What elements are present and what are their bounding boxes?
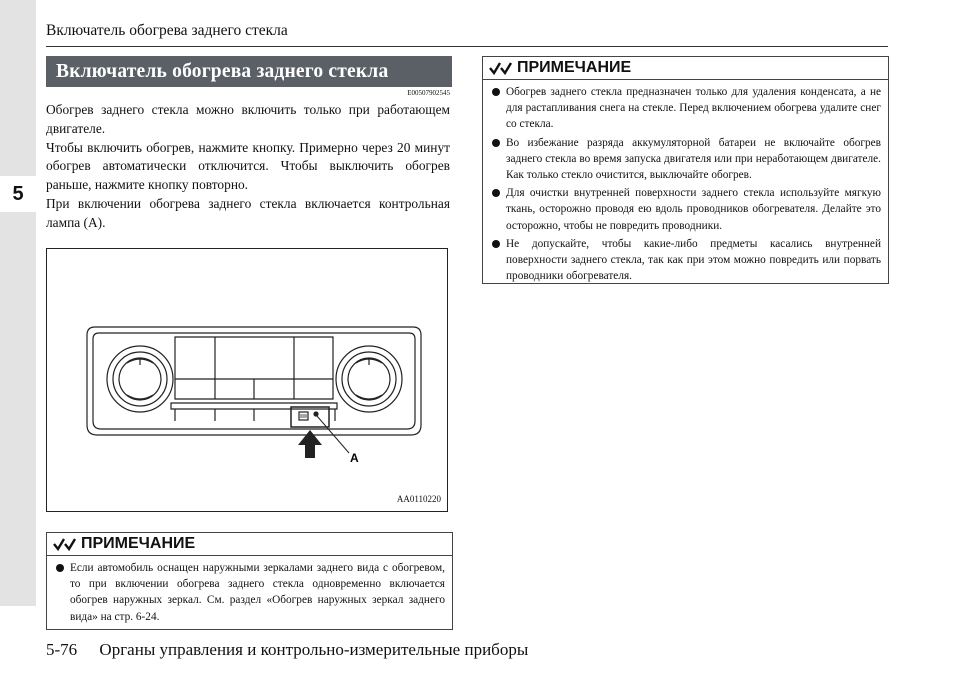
section-title: Включатель обогрева заднего стекла: [46, 56, 452, 87]
note-title: ПРИМЕЧАНИЕ: [517, 59, 632, 76]
control-panel-figure: [46, 248, 448, 512]
control-panel-illustration: [47, 249, 447, 511]
paragraph: Чтобы включить обогрев, нажмите кнопку. Примерно через 20 минут обогрев автоматически отключится. Чтобы выключить обогрев раньше, нажмите кнопку повторно.: [46, 139, 450, 193]
note-box-bottom: [46, 532, 453, 630]
note-item-text: Во избежание разряда аккумуляторной батареи не включайте обогрев заднего стекла во время запуска двигателя или при неработающем двигателе. Как только стекло очистится, выключайте обогрев.: [506, 136, 881, 182]
callout-label: A: [350, 451, 359, 465]
section-body: [46, 101, 450, 233]
bullet-icon: [56, 564, 64, 572]
figure-code: AA0110220: [396, 494, 441, 504]
pointer-arrow: [298, 430, 322, 458]
checkmark-icon: [489, 61, 513, 75]
chapter-tab: 5: [0, 176, 36, 212]
note-item: [491, 84, 881, 133]
note-header: [483, 57, 888, 80]
note-item-text: Если автомобиль оснащен наружными зеркалами заднего вида с обогревом, то при включении обогрева заднего стекла одновременно включается обогрев наружных зеркал. См. раздел «Обогрев наружных зеркал заднего вида» на стр. 6-24.: [70, 562, 445, 623]
page-footer: [46, 640, 528, 660]
note-item: [55, 560, 445, 625]
paragraph: При включении обогрева заднего стекла включается контрольная лампа (A).: [46, 195, 450, 230]
note-box-right: [482, 56, 889, 284]
footer-title: Органы управления и контрольно-измерительные приборы: [99, 640, 529, 659]
button-strip: [171, 403, 337, 409]
page-header-title: Включатель обогрева заднего стекла: [46, 22, 288, 39]
note-item-text: Обогрев заднего стекла предназначен только для удаления конденсата, а не для растапливания снега на стекле. Перед включением обогрева удалите снег со стекла.: [506, 86, 881, 131]
right-dial-knob: [336, 346, 402, 412]
bullet-icon: [492, 189, 500, 197]
paragraph: Обогрев заднего стекла можно включить только при работающем двигателе.: [46, 102, 450, 136]
note-item-text: Не допускайте, чтобы какие-либо предметы касались внутренней поверхности заднего стекла, так как при этом можно повредить или порвать проводники обогревателя.: [506, 237, 881, 283]
rear-defogger-icon: [299, 412, 308, 420]
bullet-icon: [492, 240, 500, 248]
checkmark-icon: [53, 537, 77, 551]
left-dial-knob: [107, 346, 173, 412]
bullet-icon: [492, 88, 500, 96]
note-item: [491, 135, 881, 184]
note-list: [47, 556, 452, 631]
note-list: [483, 80, 888, 290]
indicator-lamp: [313, 411, 318, 416]
note-item-text: Для очистки внутренней поверхности заднего стекла используйте мягкую ткань, осторожно проводя ею вдоль проводников обогревателя. Делайте это осторожно, чтобы не повредить проводники.: [506, 187, 881, 232]
note-item: [491, 236, 881, 285]
bullet-icon: [492, 139, 500, 147]
header-divider: [46, 46, 888, 47]
sidebar-strip: [0, 0, 36, 606]
reference-code: E00507902545: [407, 89, 450, 97]
note-header: [47, 533, 452, 556]
page-number: 5-76: [46, 640, 78, 659]
note-item: [491, 185, 881, 234]
note-title: ПРИМЕЧАНИЕ: [81, 535, 196, 552]
